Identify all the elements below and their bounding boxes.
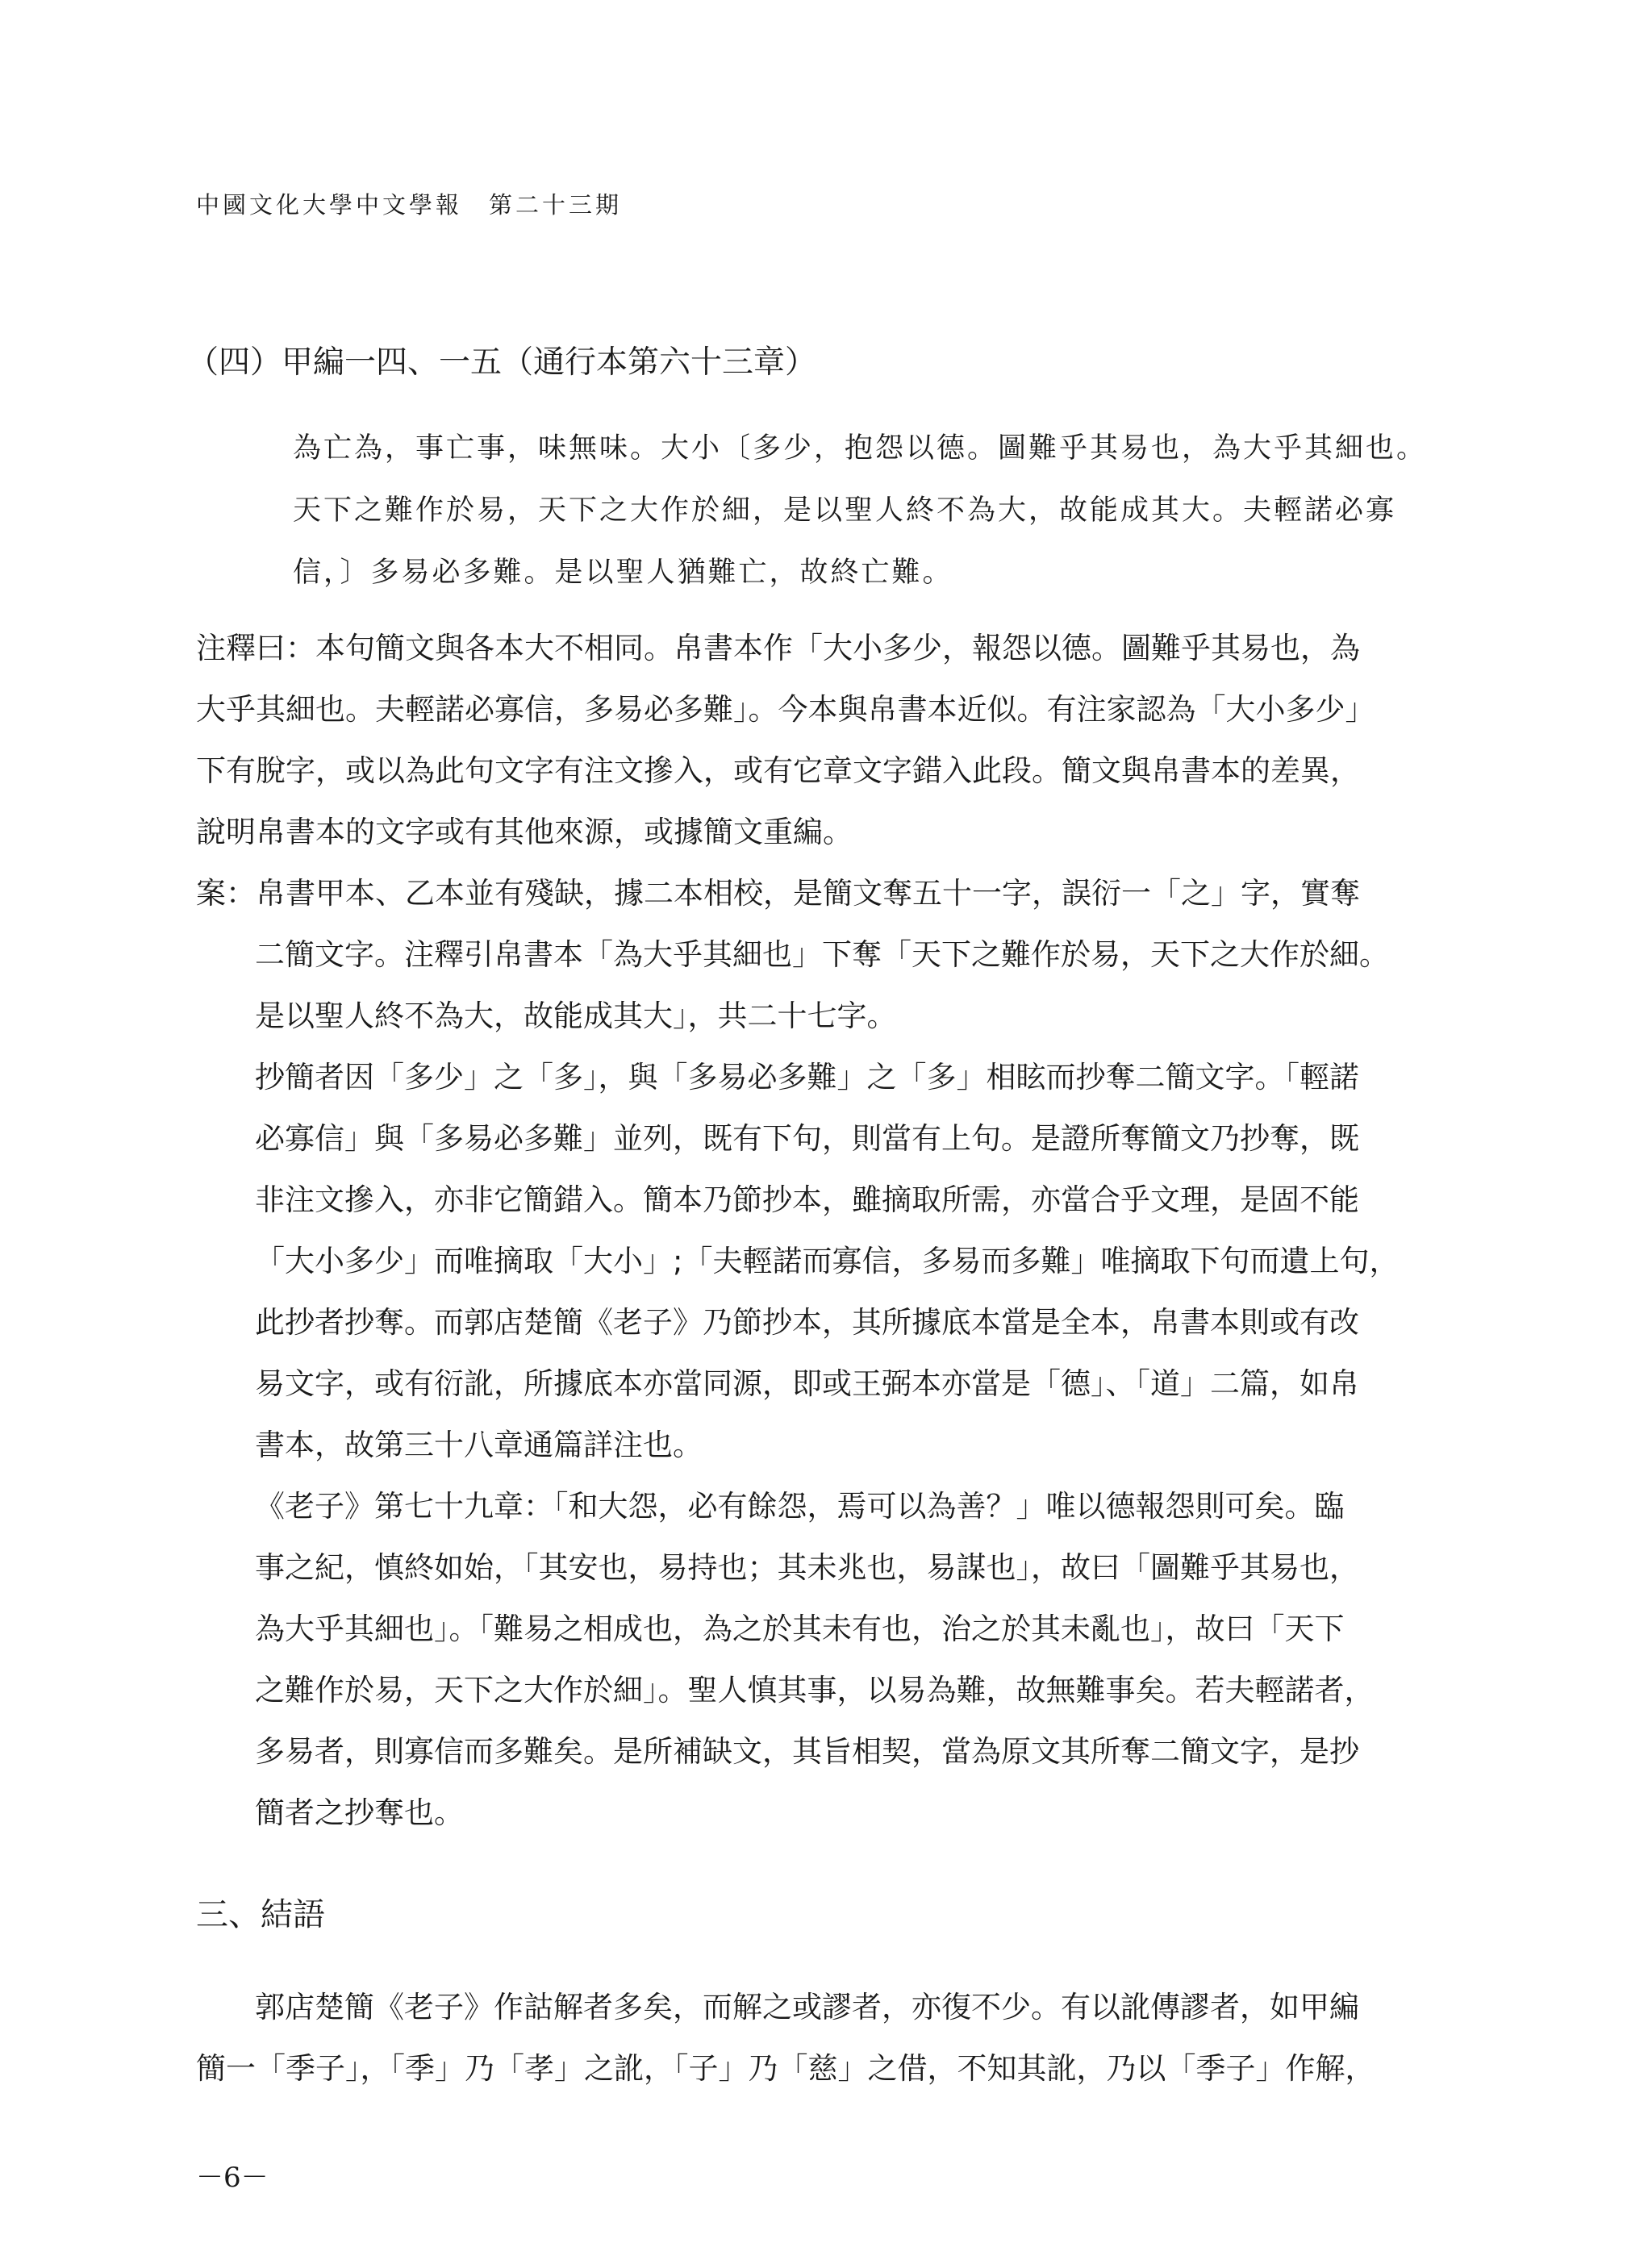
- quoted-text-block: [293, 418, 1462, 604]
- note-line: 大乎其細也。夫輕諾必寡信，多易必多難」。今本與帛書本近似。有注家認為「大小多少」: [196, 692, 1375, 727]
- conclusion-heading: 三、結語: [196, 1896, 325, 1933]
- quote-line: 天下之難作於易，天下之大作於細，是以聖人終不為大，故能成其大。夫輕諾必寡: [293, 494, 1397, 527]
- note-line: 說明帛書本的文字或有其他來源，或據簡文重編。: [196, 815, 853, 849]
- running-header: 中國文化大學中文學報 第二十三期: [196, 191, 623, 219]
- comment-line: 多易者，則寡信而多難矣。是所補缺文，其旨相契，當為原文其所奪二簡文字，是抄: [255, 1734, 1359, 1769]
- comment-line: 《老子》第七十九章：「和大怨，必有餘怨，焉可以為善？」唯以德報怨則可矣。臨: [255, 1489, 1345, 1524]
- comment-line: 此抄者抄奪。而郭店楚簡《老子》乃節抄本，其所據底本當是全本，帛書本則或有改: [255, 1305, 1359, 1340]
- comment-line: 必寡信」與「多易必多難」並列，既有下句，則當有上句。是證所奪簡文乃抄奪，既: [255, 1121, 1359, 1156]
- page-number: －6－: [196, 2162, 269, 2194]
- comment-line: 二簡文字。注釋引帛書本「為大乎其細也」下奪「天下之難作於易，天下之大作於細。: [255, 937, 1389, 972]
- note-line: 下有脫字，或以為此句文字有注文摻入，或有它章文字錯入此段。簡文與帛書本的差異，: [196, 753, 1360, 788]
- quote-line: 為亡為，事亡事，味無味。大小〔多少，抱怨以德。圖難乎其易也，為大乎其細也。: [293, 432, 1428, 465]
- annotation-block: [196, 618, 1454, 1844]
- comment-first-line: 案：帛書甲本、乙本並有殘缺，據二本相校，是簡文奪五十一字，誤衍一「之」字，實奪: [196, 876, 1360, 911]
- comment-line: 是以聖人終不為大，故能成其大」，共二十七字。: [255, 999, 897, 1033]
- comment-line: 事之紀，慎終如始，「其安也，易持也；其未兆也，易謀也」，故曰「圖難乎其易也，: [255, 1550, 1359, 1585]
- comment-line: 非注文摻入，亦非它簡錯入。簡本乃節抄本，雖摘取所需，亦當合乎文理，是固不能: [255, 1182, 1359, 1217]
- comment-line: 簡者之抄奪也。: [255, 1795, 464, 1830]
- section-heading: （四）甲編一四、一五（通行本第六十三章）: [187, 344, 817, 381]
- comment-line: 抄簡者因「多少」之「多」，與「多易必多難」之「多」相眩而抄奪二簡文字。「輕諾: [255, 1060, 1359, 1095]
- conclusion-line: 郭店楚簡《老子》作詁解者多矣，而解之或謬者，亦復不少。有以訛傳謬者，如甲編: [255, 1990, 1359, 2024]
- comment-line: 為大乎其細也」。「難易之相成也，為之於其未有也，治之於其未亂也」，故曰「天下: [255, 1612, 1345, 1646]
- note-line: 注釋曰：本句簡文與各本大不相同。帛書本作「大小多少，報怨以德。圖難乎其易也，為: [196, 631, 1360, 665]
- comment-line: 書本，故第三十八章通篇詳注也。: [255, 1428, 703, 1462]
- comment-line: 之難作於易，天下之大作於細」。聖人慎其事，以易為難，故無難事矣。若夫輕諾者，: [255, 1673, 1375, 1708]
- comment-line: 易文字，或有衍訛，所據底本亦當同源，即或王弼本亦當是「德」、「道」二篇，如帛: [255, 1366, 1359, 1401]
- comment-line: 「大小多少」而唯摘取「大小」;「夫輕諾而寡信，多易而多難」唯摘取下句而遺上句，: [255, 1244, 1400, 1278]
- quote-line: 信，〕多易必多難。是以聖人猶難亡，故終亡難。: [293, 557, 953, 589]
- conclusion-paragraph: [196, 1977, 1454, 2099]
- conclusion-line: 簡一「季子」，「季」乃「孝」之訛，「子」乃「慈」之借，不知其訛，乃以「季子」作解，: [196, 2051, 1375, 2086]
